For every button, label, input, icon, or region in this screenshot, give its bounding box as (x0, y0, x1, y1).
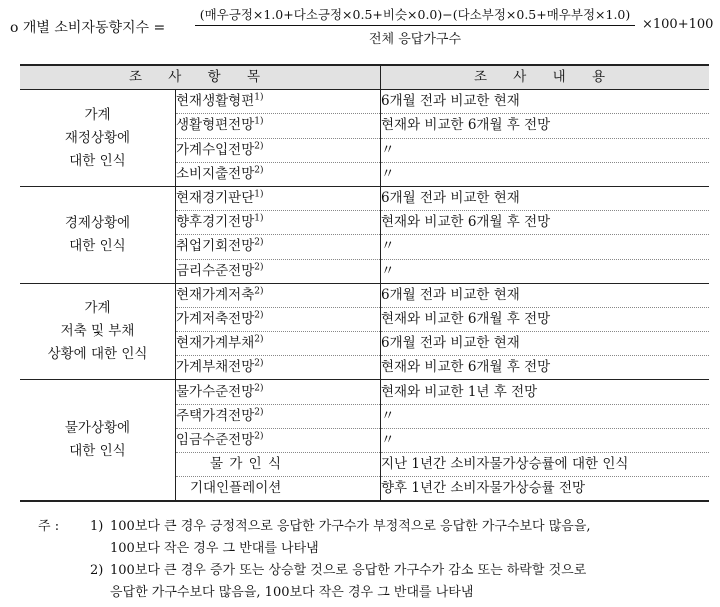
category-cell: 가계 재정상황에 대한 인식 (20, 90, 176, 187)
description-cell: 향후 1년간 소비자물가상승률 전망 (381, 477, 710, 502)
item-cell (176, 162, 381, 186)
footnote-marker: 2) (254, 141, 264, 152)
footnote-marker: 1) (254, 116, 264, 127)
description-cell: 6개월 전과 비교한 현재 (381, 186, 710, 210)
footnote-text: 100보다 큰 경우 긍정적으로 응답한 가구수가 부정적으로 응답한 가구수보다 많음을, (110, 519, 591, 534)
description-cell: 현재와 비교한 6개월 후 전망 (381, 356, 710, 380)
footnote-number: 1) (90, 519, 104, 534)
description-cell: 6개월 전과 비교한 현재 (381, 332, 710, 356)
description-cell: 〃 (381, 235, 710, 259)
description-cell: 〃 (381, 162, 710, 186)
formula-fraction (195, 5, 635, 47)
item-label: 물가수준전망 (176, 383, 255, 400)
item-cell (176, 477, 381, 502)
item-cell (176, 211, 381, 235)
item-label: 현재가계저축 (176, 286, 255, 303)
formula-label: o 개별 소비자동향지수 = (10, 20, 166, 36)
footnote-text: 100보다 큰 경우 증가 또는 상승할 것으로 응답한 가구수가 감소 또는 하락할 것으로 (110, 563, 587, 578)
item-cell (176, 259, 381, 283)
category-cell: 가계 저축 및 부채 상황에 대한 인식 (20, 283, 176, 380)
table-header-row (20, 65, 709, 90)
footnote-number: 2) (90, 563, 104, 578)
index-formula (0, 0, 720, 56)
category-cell: 물가상황에 대한 인식 (20, 380, 176, 501)
description-cell: 〃 (381, 428, 710, 452)
description-cell: 지난 1년간 소비자물가상승률에 대한 인식 (381, 453, 710, 477)
footnote-prefix: 주 : (38, 519, 60, 534)
item-cell (176, 186, 381, 210)
item-label: 현재생활형편 (176, 93, 255, 110)
formula-denominator: 전체 응답가구수 (368, 32, 462, 47)
item-label: 주택가격전망 (176, 407, 255, 424)
header-survey-content: 조 사 내 용 (381, 65, 710, 90)
footnote-marker: 1) (254, 189, 264, 200)
footnote-marker: 2) (254, 237, 264, 248)
item-cell (176, 380, 381, 404)
item-cell (176, 235, 381, 259)
table-row (20, 186, 709, 210)
survey-items-table (20, 64, 709, 502)
description-cell: 〃 (381, 259, 710, 283)
item-label: 가계부채전망 (176, 359, 255, 376)
footnote-marker: 2) (254, 383, 264, 394)
formula-numerator: (매우긍정×1.0+다소긍정×0.5+비슷×0.0)−(다소부정×0.5+매우부정×1.0) (195, 5, 635, 26)
header-survey-item: 조 사 항 목 (20, 65, 381, 90)
footnote-marker: 2) (254, 262, 264, 273)
item-cell (176, 283, 381, 307)
item-cell (176, 332, 381, 356)
description-cell: 〃 (381, 404, 710, 428)
item-label: 소비지출전망 (176, 165, 255, 182)
item-label: 금리수준전망 (176, 262, 255, 279)
item-label: 임금수준전망 (176, 431, 255, 448)
footnotes (38, 516, 718, 604)
item-label: 현재가계부채 (176, 335, 255, 352)
footnote-marker: 2) (254, 431, 264, 442)
description-cell: 〃 (381, 138, 710, 162)
item-label: 가계수입전망 (176, 141, 255, 158)
item-label: 가계저축전망 (176, 310, 255, 327)
item-cell (176, 356, 381, 380)
table-row (20, 90, 709, 114)
item-label: 물 가 인 식 (210, 456, 283, 473)
footnote-marker: 2) (254, 165, 264, 176)
footnote-marker: 2) (254, 310, 264, 321)
footnote-marker: 1) (254, 213, 264, 224)
description-cell: 현재와 비교한 6개월 후 전망 (381, 307, 710, 331)
footnote-marker: 2) (254, 286, 264, 297)
footnote-text: 100보다 작은 경우 그 반대를 나타냄 (110, 541, 319, 556)
item-cell (176, 453, 381, 477)
table-row (20, 380, 709, 404)
item-label: 현재경기판단 (176, 190, 255, 207)
footnote-text: 응답한 가구수보다 많음을, 100보다 작은 경우 그 반대를 나타냄 (110, 585, 474, 600)
description-cell: 현재와 비교한 6개월 후 전망 (381, 114, 710, 138)
table-row (20, 283, 709, 307)
item-cell (176, 114, 381, 138)
item-label: 생활형편전망 (176, 117, 255, 134)
description-cell: 6개월 전과 비교한 현재 (381, 90, 710, 114)
item-cell (176, 138, 381, 162)
item-cell (176, 404, 381, 428)
item-label: 향후경기전망 (176, 214, 255, 231)
description-cell: 6개월 전과 비교한 현재 (381, 283, 710, 307)
footnote-marker: 2) (254, 358, 264, 369)
item-cell (176, 307, 381, 331)
description-cell: 현재와 비교한 6개월 후 전망 (381, 211, 710, 235)
item-label: 취업기회전망 (176, 238, 255, 255)
item-cell (176, 428, 381, 452)
footnote-marker: 2) (254, 407, 264, 418)
footnote-marker: 2) (254, 334, 264, 345)
footnote-marker: 1) (254, 92, 264, 103)
formula-multiplier: ×100+100 (642, 17, 714, 32)
description-cell: 현재와 비교한 1년 후 전망 (381, 380, 710, 404)
item-label: 기대인플레이션 (190, 480, 282, 497)
category-cell: 경제상황에 대한 인식 (20, 186, 176, 283)
item-cell (176, 90, 381, 114)
